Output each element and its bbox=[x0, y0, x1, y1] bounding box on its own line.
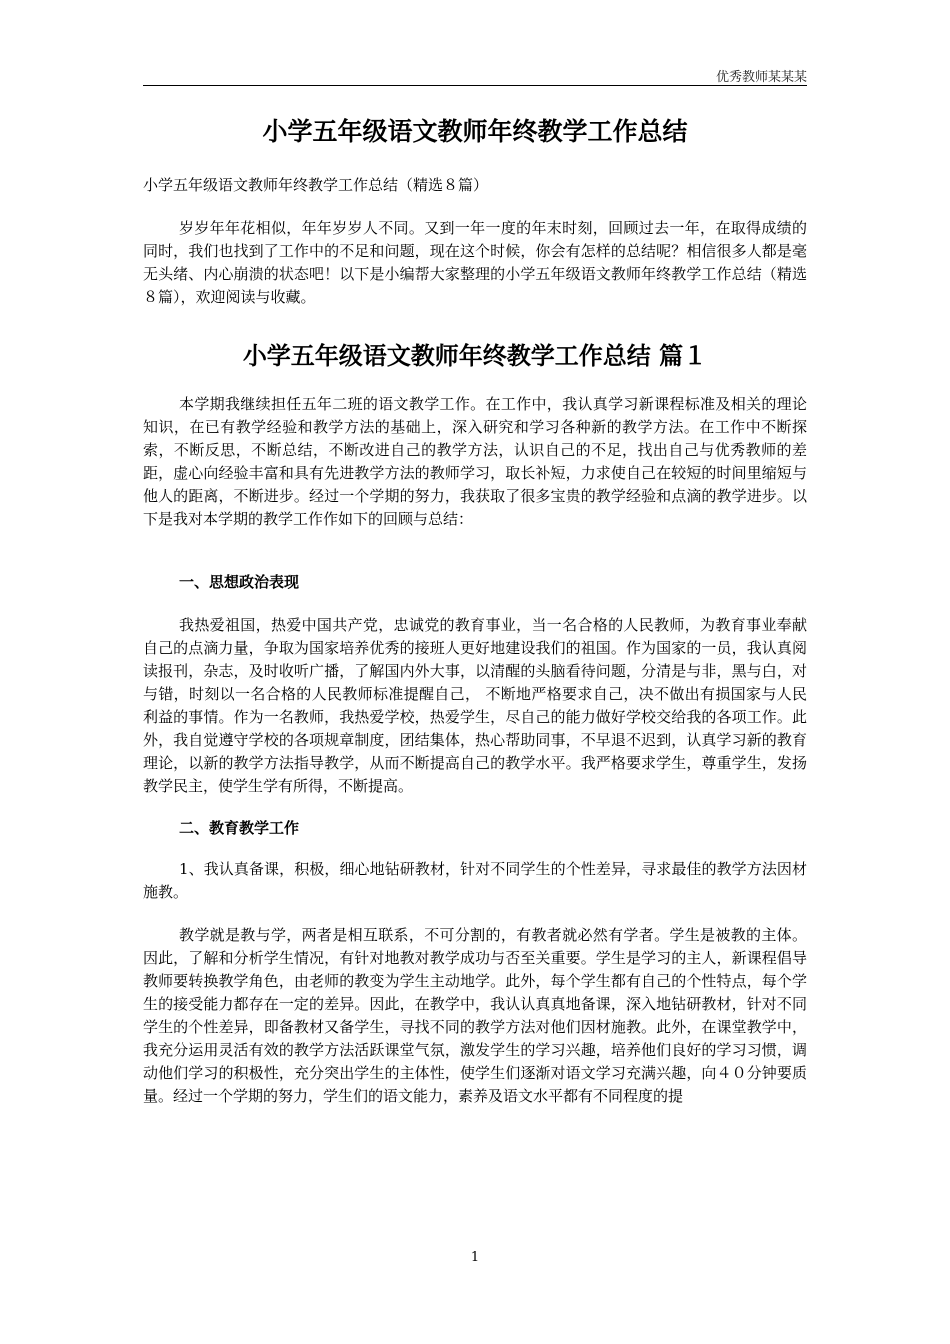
document-body bbox=[143, 112, 807, 1108]
section1-paragraph-1: 本学期我继续担任五年二班的语文教学工作。在工作中，我认真学习新课程标准及相关的理论知识，在已有教学经验和教学方法的基础上，深入研究和学习各种新的教学方法。在工作中不断探索，不断反思，不断总结，不断改进自己的教学方法，认识自己的不足，找出自己与优秀教师的差距，虚心向经验丰富和具有先进教学方法的教师学习，取长补短，力求使自己在较短的时间里缩短与他人的距离，不断进步。经过一个学期的努力，我获取了很多宝贵的教学经验和点滴的教学进步。以下是我对本学期的教学工作作如下的回顾与总结： bbox=[143, 395, 807, 528]
subheading-political: 一、思想政治表现 bbox=[179, 573, 300, 591]
section-heading-1: 小学五年级语文教师年终教学工作总结 篇１ bbox=[242, 341, 708, 370]
intro-paragraph: 岁岁年年花相似，年年岁岁人不同。又到一年一度的年末时刻，回顾过去一年，在取得成绩的同时，我们也找到了工作中的不足和问题，现在这个时候，你会有怎样的总结呢？相信很多人都是毫无头绪、内心崩溃的状态吧！以下是小编帮大家整理的小学五年级语文教师年终教学工作总结（精选８篇），欢迎阅读与收藏。 bbox=[143, 219, 807, 306]
document-title: 小学五年级语文教师年终教学工作总结 bbox=[262, 117, 688, 146]
political-paragraph: 我热爱祖国，热爱中国共产党，忠诚党的教育事业，当一名合格的人民教师，为教育事业奉献自己的点滴力量，争取为国家培养优秀的接班人更好地建设我们的祖国。作为国家的一员，我认真阅读报刊，杂志，及时收听广播，了解国内外大事，以清醒的头脑看待问题，分清是与非，黑与白，对与错，时刻以一名合格的人民教师标准提醒自己， 不断地严格要求自己，决不做出有损国家与人民利益的事情。作为一名教师，我热爱学校，热爱学生，尽自己的能力做好学校交给我的各项工作。此外，我自觉遵守学校的各项规章制度，团结集体，热心帮助同事，不早退不迟到，认真学习新的教育理论，以新的教学方法指导教学，从而不断提高自己的教学水平。我严格要求学生，尊重学生，发扬教学民主，使学生学有所得，不断提高。 bbox=[143, 616, 807, 795]
subheading-teaching: 二、教育教学工作 bbox=[179, 819, 300, 837]
document-subtitle: 小学五年级语文教师年终教学工作总结（精选８篇） bbox=[143, 176, 489, 194]
page-header-text: 优秀教师某某某 bbox=[715, 70, 807, 85]
page-number: 1 bbox=[470, 1250, 480, 1265]
teaching-paragraph-1: 1、我认真备课，积极，细心地钻研教材，针对不同学生的个性差异，寻求最佳的教学方法因材施教。 bbox=[143, 860, 807, 901]
header-rule bbox=[143, 85, 807, 86]
teaching-paragraph-2: 教学就是教与学，两者是相互联系，不可分割的，有教者就必然有学者。学生是被教的主体。因此，了解和分析学生情况，有针对地教对教学成功与否至关重要。学生是学习的主人，新课程倡导教师要转换教学角色，由老师的教变为学生主动地学。此外，每个学生都有自己的个性特点，每个学生的接受能力都存在一定的差异。因此，在教学中，我认认真真地备课，深入地钻研教材，针对不同学生的个性差异，即备教材又备学生，寻找不同的教学方法对他们因材施教。此外，在课堂教学中，我充分运用灵活有效的教学方法活跃课堂气氛，激发学生的学习兴趣，培养他们良好的学习习惯，调动他们学习的积极性，充分突出学生的主体性，使学生们逐渐对语文学习充满兴趣，向４０分钟要质量。经过一个学期的努力，学生们的语文能力，素养及语文水平都有不同程度的提 bbox=[143, 926, 807, 1105]
